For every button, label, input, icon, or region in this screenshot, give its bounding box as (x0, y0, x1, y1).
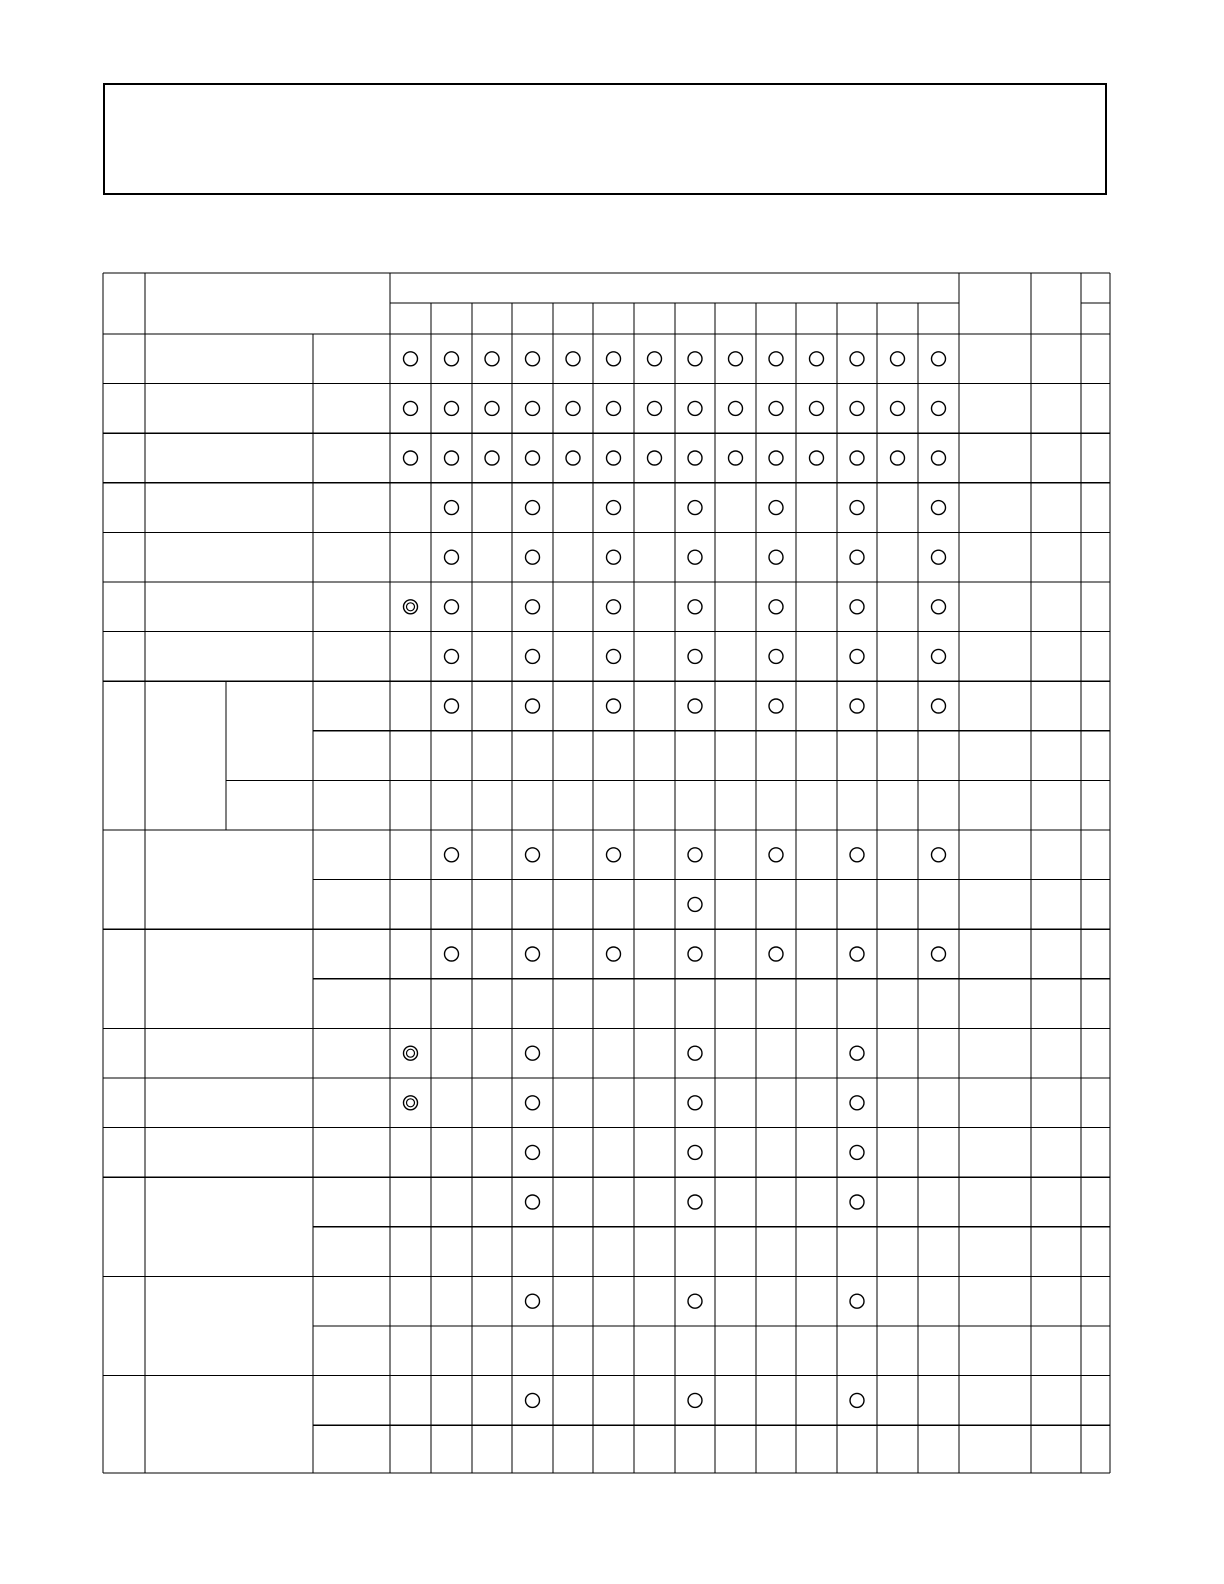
circle-mark (932, 600, 946, 614)
circle-mark (607, 848, 621, 862)
circle-mark (648, 352, 662, 366)
circle-mark (810, 401, 824, 415)
circle-mark (607, 501, 621, 515)
circle-mark (445, 501, 459, 515)
circle-mark (445, 947, 459, 961)
circle-mark (445, 649, 459, 663)
circle-mark (688, 699, 702, 713)
circle-mark (607, 649, 621, 663)
circle-mark (769, 401, 783, 415)
circle-mark (891, 451, 905, 465)
circle-mark (850, 501, 864, 515)
circle-mark (729, 401, 743, 415)
circle-mark (526, 550, 540, 564)
circle-mark (688, 1393, 702, 1407)
circle-mark (607, 352, 621, 366)
circle-mark (932, 451, 946, 465)
circle-mark (688, 451, 702, 465)
double-circle-mark (404, 600, 418, 614)
circle-mark (526, 501, 540, 515)
circle-mark (607, 699, 621, 713)
circle-mark (850, 352, 864, 366)
circle-mark (769, 451, 783, 465)
circle-mark (688, 550, 702, 564)
circle-mark (688, 401, 702, 415)
circle-mark (769, 550, 783, 564)
circle-mark (445, 451, 459, 465)
circle-mark (526, 1393, 540, 1407)
circle-mark (688, 1294, 702, 1308)
circle-mark (688, 1046, 702, 1060)
circle-mark (729, 352, 743, 366)
circle-mark (850, 451, 864, 465)
circle-mark (404, 352, 418, 366)
circle-mark (445, 550, 459, 564)
circle-mark (850, 699, 864, 713)
circle-mark (445, 848, 459, 862)
circle-mark (526, 401, 540, 415)
circle-mark (607, 600, 621, 614)
circle-mark (850, 1145, 864, 1159)
circle-mark (769, 699, 783, 713)
double-circle-inner-mark (407, 1099, 415, 1107)
circle-mark (688, 848, 702, 862)
circle-mark (688, 600, 702, 614)
circle-mark (729, 451, 743, 465)
circle-mark (850, 848, 864, 862)
double-circle-mark (404, 1046, 418, 1060)
circle-mark (688, 1145, 702, 1159)
double-circle-inner-mark (407, 603, 415, 611)
circle-mark (891, 401, 905, 415)
circle-mark (526, 848, 540, 862)
circle-mark (445, 699, 459, 713)
circle-mark (932, 947, 946, 961)
circle-mark (648, 401, 662, 415)
circle-mark (688, 649, 702, 663)
circle-mark (526, 352, 540, 366)
circle-mark (688, 352, 702, 366)
circle-mark (526, 649, 540, 663)
circle-mark (607, 550, 621, 564)
circle-mark (607, 451, 621, 465)
circle-mark (850, 401, 864, 415)
circle-mark (850, 947, 864, 961)
circle-mark (526, 947, 540, 961)
circle-mark (932, 352, 946, 366)
circle-mark (769, 649, 783, 663)
circle-mark (932, 501, 946, 515)
circle-mark (850, 1096, 864, 1110)
circle-mark (688, 897, 702, 911)
circle-mark (607, 401, 621, 415)
double-circle-mark (404, 1096, 418, 1110)
double-circle-inner-mark (407, 1049, 415, 1057)
circle-mark (566, 451, 580, 465)
circle-mark (526, 451, 540, 465)
circle-mark (850, 1393, 864, 1407)
circle-mark (932, 848, 946, 862)
circle-mark (526, 1294, 540, 1308)
circle-mark (850, 1195, 864, 1209)
circle-mark (526, 699, 540, 713)
circle-mark (566, 401, 580, 415)
circle-mark (445, 600, 459, 614)
circle-mark (810, 352, 824, 366)
circle-mark (485, 401, 499, 415)
circle-mark (485, 451, 499, 465)
circle-mark (850, 649, 864, 663)
circle-mark (404, 451, 418, 465)
circle-mark (850, 1294, 864, 1308)
circle-mark (769, 352, 783, 366)
circle-mark (688, 947, 702, 961)
circle-mark (526, 600, 540, 614)
circle-mark (526, 1195, 540, 1209)
circle-mark (688, 501, 702, 515)
circle-mark (607, 947, 621, 961)
circle-mark (688, 1195, 702, 1209)
circle-mark (850, 1046, 864, 1060)
circle-mark (445, 352, 459, 366)
circle-mark (445, 401, 459, 415)
circle-mark (769, 848, 783, 862)
circle-mark (769, 947, 783, 961)
circle-mark (932, 699, 946, 713)
circle-mark (526, 1046, 540, 1060)
circle-mark (404, 401, 418, 415)
circle-mark (526, 1096, 540, 1110)
circle-mark (566, 352, 580, 366)
circle-mark (850, 600, 864, 614)
circle-mark (810, 451, 824, 465)
circle-mark (891, 352, 905, 366)
circle-mark (850, 550, 864, 564)
circle-mark (485, 352, 499, 366)
circle-mark (932, 550, 946, 564)
circle-mark (769, 600, 783, 614)
circle-mark (769, 501, 783, 515)
circle-mark (932, 401, 946, 415)
circle-mark (526, 1145, 540, 1159)
circle-mark (648, 451, 662, 465)
circle-mark (932, 649, 946, 663)
circle-mark (688, 1096, 702, 1110)
